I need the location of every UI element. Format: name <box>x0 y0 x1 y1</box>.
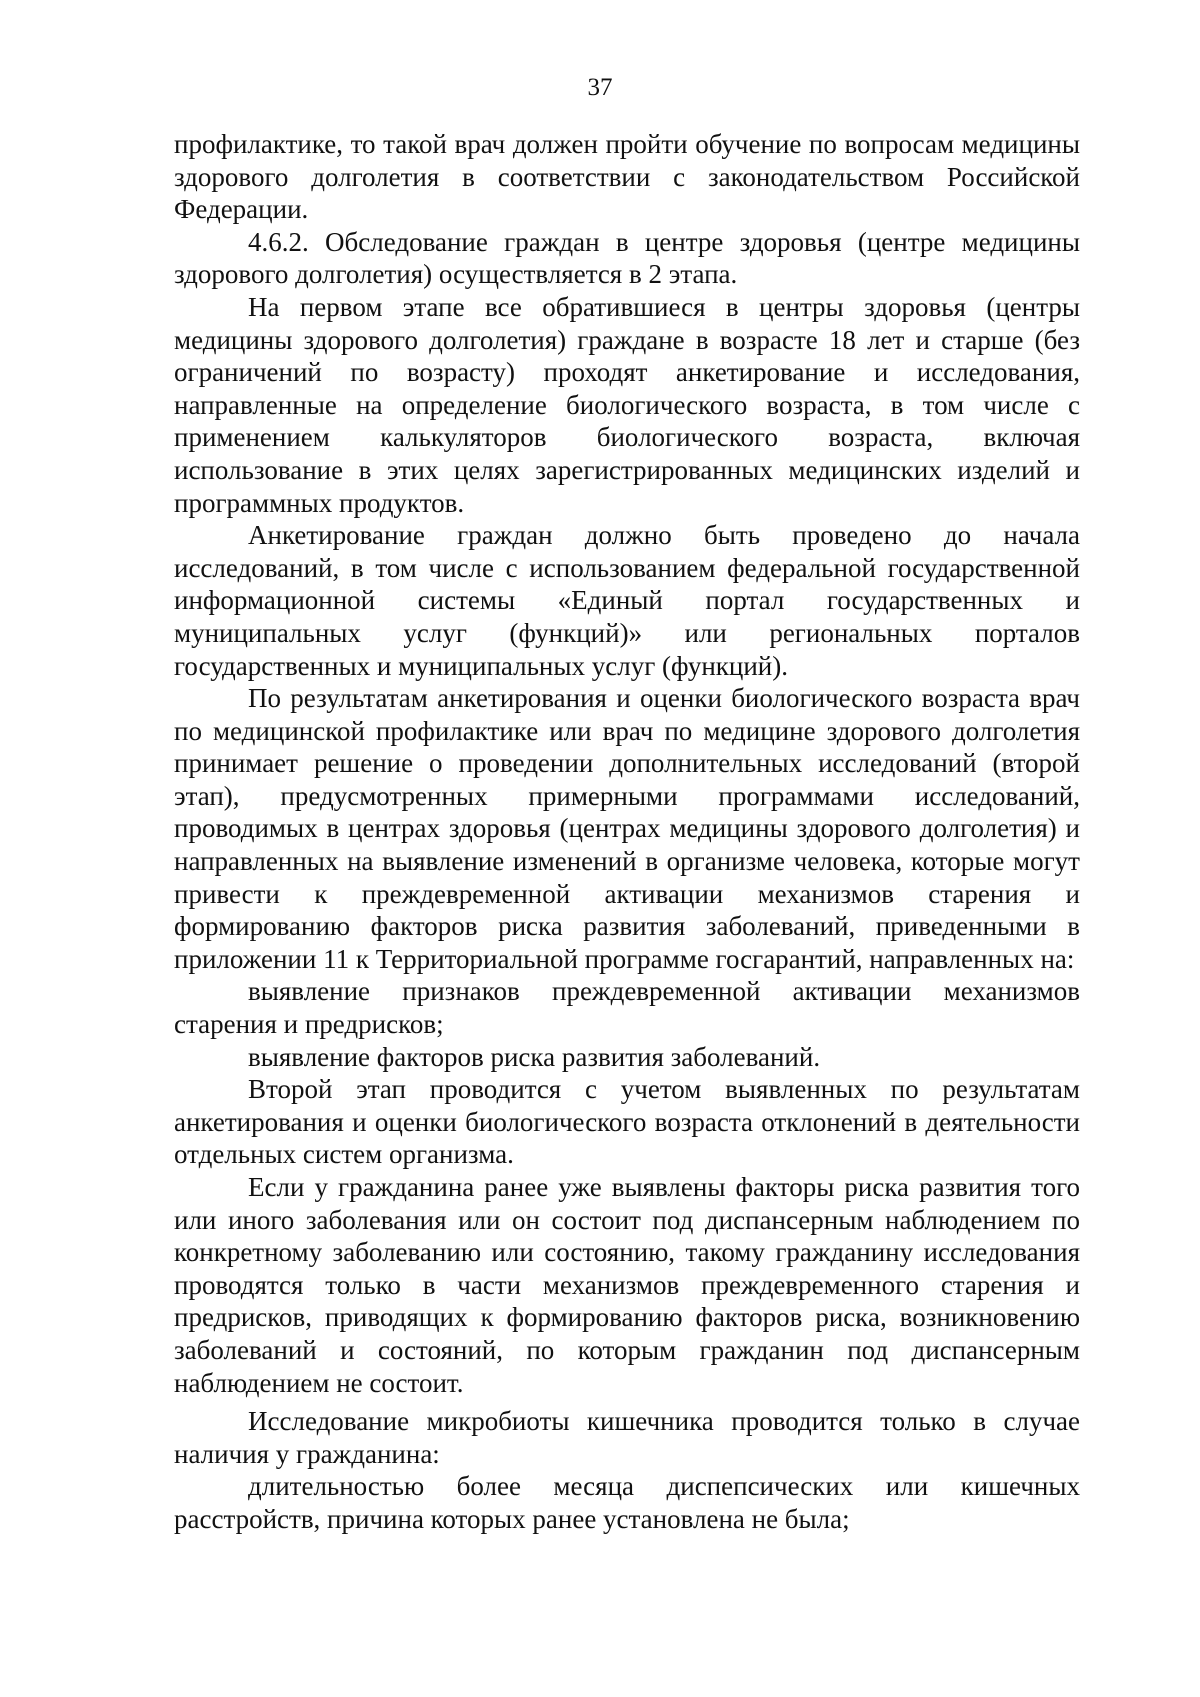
list-item: выявление признаков преждевременной активации механизмов старения и предрисков; <box>174 976 1080 1040</box>
paragraph: На первом этапе все обратившиеся в центры здоровья (центры медицины здорового долголетия) граждане в возрасте 18 лет и старше (без ограничений по возрасту) проходят анкетирование и исследования, направленные на определение биологического возраста, в том числе с применением калькуляторов биологического возраста, включая использование в этих целях зарегистрированных медицинских изделий и программных продуктов. <box>174 291 1080 518</box>
paragraph: профилактике, то такой врач должен пройти обучение по вопросам медицины здорового долголетия в соответствии с законодательством Российской Федерации. <box>174 129 1080 225</box>
list-item: длительностью более месяца диспепсических или кишечных расстройств, причина которых ранее установлена не была; <box>174 1471 1080 1534</box>
paragraph: По результатам анкетирования и оценки биологического возраста врач по медицинской профилактике или врач по медицине здорового долголетия принимает решение о проведении дополнительных исследований (второй этап), предусмотренных примерными программами исследований, проводимых в центрах здоровья (центрах медицины здорового долголетия) и направленных на выявление изменений в организме человека, которые могут привести к преждевременной активации механизмов старения и формированию факторов риска развития заболеваний, приведенными в приложении 11 к Территориальной программе госгарантий, направленных на: <box>174 683 1080 974</box>
paragraph: Исследование микробиоты кишечника проводится только в случае наличия у гражданина: <box>174 1406 1080 1469</box>
document-body <box>174 128 1080 1536</box>
paragraph: Анкетирование граждан должно быть проведено до начала исследований, в том числе с использованием федеральной государственной информационной системы «Единый портал государственных и муниципальных услуг (функций)» или региональных порталов государственных и муниципальных услуг (функций). <box>174 520 1080 681</box>
paragraph: Второй этап проводится с учетом выявленных по результатам анкетирования и оценки биологического возраста отклонений в деятельности отдельных систем организма. <box>174 1074 1080 1170</box>
paragraph: 4.6.2. Обследование граждан в центре здоровья (центре медицины здорового долголетия) осуществляется в 2 этапа. <box>174 226 1080 290</box>
list-item: выявление факторов риска развития заболеваний. <box>248 1041 821 1072</box>
page-number: 37 <box>587 74 613 101</box>
paragraph: Если у гражданина ранее уже выявлены факторы риска развития того или иного заболевания или он состоит под диспансерным наблюдением по конкретному заболеванию или состоянию, такому гражданину исследования проводятся только в части механизмов преждевременного старения и предрисков, приводящих к формированию факторов риска, возникновению заболеваний и состояний, по которым гражданин под диспансерным наблюдением не состоит. <box>174 1172 1080 1398</box>
